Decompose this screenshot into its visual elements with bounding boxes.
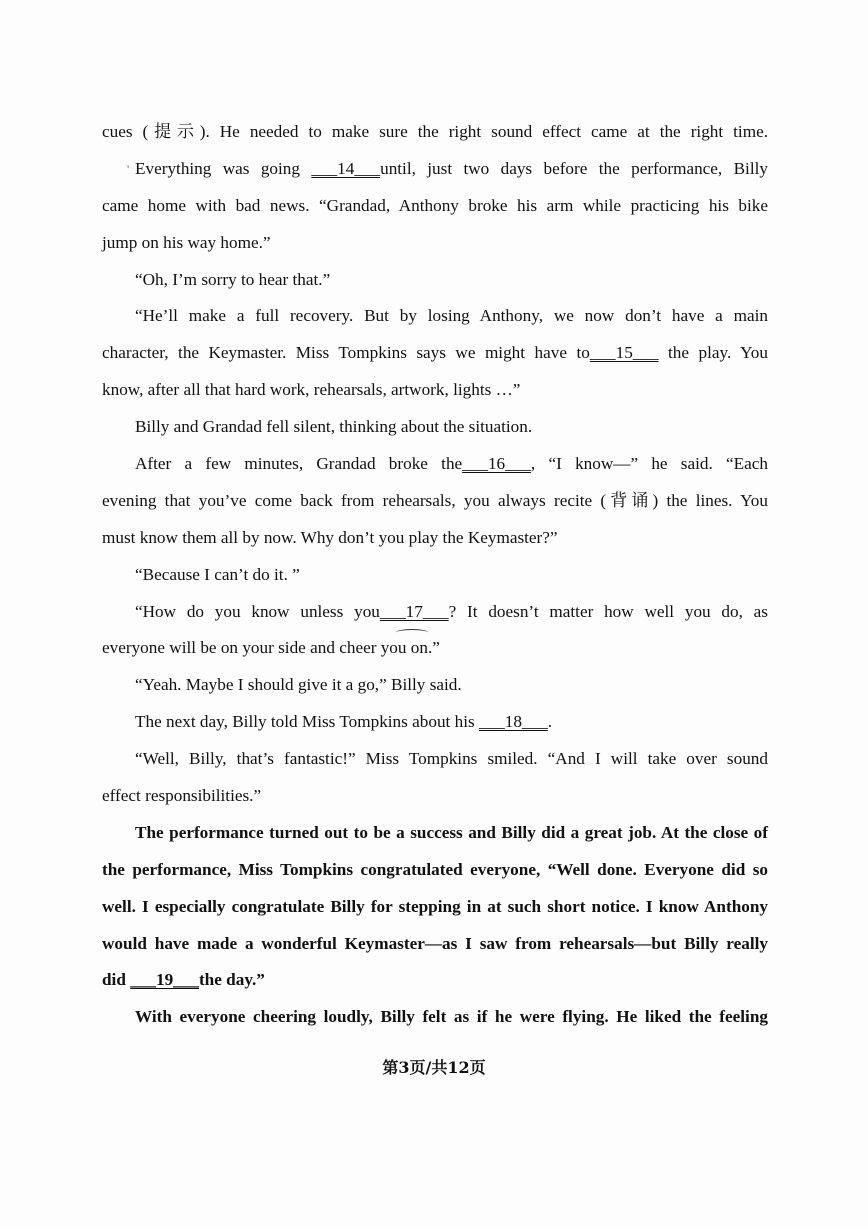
passage-line-18: “Well, Billy, that’s fantastic!” Miss Tompkins smiled. “And I will take over sound: [135, 749, 768, 769]
page-number: 第3页/共12页: [382, 1058, 486, 1077]
passage-line-12: must know them all by now. Why don’t you play the Keymaster?”: [102, 527, 558, 547]
blank-15: ___15___: [589, 343, 659, 363]
blank-14: ___14___: [311, 158, 381, 178]
passage-line-20: The performance turned out to be a success and Billy did a great job. At the close of: [135, 822, 768, 842]
passage-line-25: With everyone cheering loudly, Billy felt as if he were flying. He liked the feeling: [135, 1007, 768, 1027]
blank-17: ___17___: [379, 601, 449, 621]
passage-line-6: “He’ll make a full recovery. But by losing Anthony, we now don’t have a main: [135, 306, 768, 326]
passage-line-1: cues (提示). He needed to make sure the right sound effect came at the right time.: [102, 122, 768, 141]
blank-16: ___16___: [462, 454, 531, 474]
passage-line-15: everyone will be on your side and cheer you on.”: [102, 638, 440, 658]
passage-line-11: evening that you’ve come back from rehearsals, you always recite (背诵) the lines. You: [102, 490, 768, 510]
passage-line-2: ' Everything was going ___14___until, just two days before the performance, Billy: [102, 151, 768, 188]
passage-line-16: “Yeah. Maybe I should give it a go,” Billy said.: [135, 675, 462, 695]
passage-line-9: Billy and Grandad fell silent, thinking about the situation.: [135, 417, 533, 437]
passage-line-4: jump on his way home.”: [102, 232, 271, 252]
passage-text: [102, 114, 768, 1036]
passage-line-23: would have made a wonderful Keymaster—as I saw from rehearsals—but Billy really: [102, 933, 768, 953]
blank-19: ___19___: [130, 970, 199, 990]
passage-line-17: The next day, Billy told Miss Tompkins about his ___18___.: [135, 712, 553, 732]
stray-mark: ': [127, 161, 130, 176]
passage-line-8: know, after all that hard work, rehearsals, artwork, lights …”: [102, 380, 521, 400]
passage-line-22: well. I especially congratulate Billy for stepping in at such short notice. I know Anthony: [102, 896, 768, 916]
passage-line-14: “How do you know unless you___17___? It doesn’t matter how well you do, as: [135, 601, 768, 621]
passage-line-5: “Oh, I’m sorry to hear that.”: [135, 269, 331, 289]
pen-mark: [396, 629, 428, 636]
passage-line-10: After a few minutes, Grandad broke the___16___, “I know—” he said. “Each: [135, 454, 769, 474]
blank-18: ___18___: [478, 712, 548, 732]
passage-line-3: came home with bad news. “Grandad, Anthony broke his arm while practicing his bike: [102, 195, 768, 215]
passage-line-13: “Because I can’t do it. ”: [135, 564, 300, 584]
passage-line-7: character, the Keymaster. Miss Tompkins says we might have to___15___ the play. You: [102, 343, 768, 363]
passage-line-21: the performance, Miss Tompkins congratulated everyone, “Well done. Everyone did so: [102, 859, 768, 879]
passage-line-19: effect responsibilities.”: [102, 786, 262, 806]
passage-line-24: did ___19___the day.”: [102, 970, 265, 990]
